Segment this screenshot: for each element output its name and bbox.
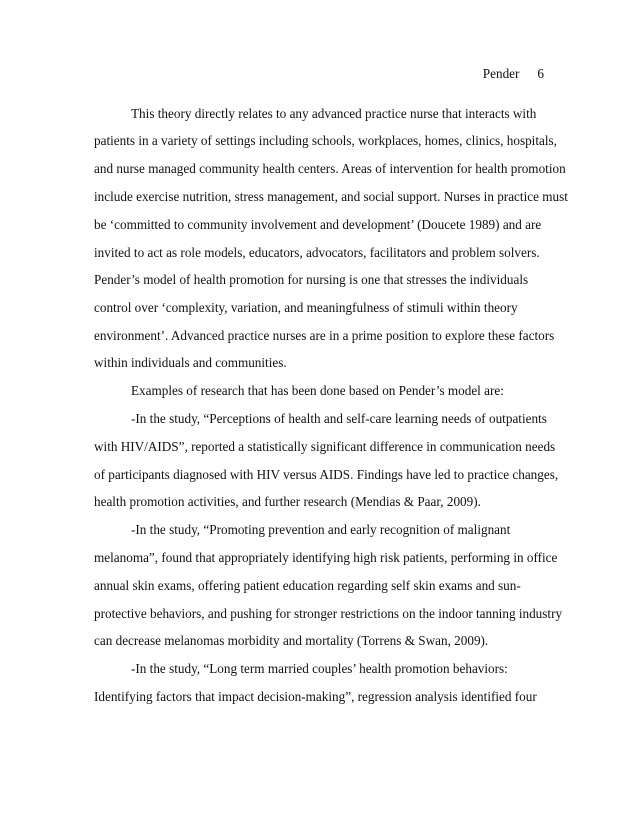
text-line: include exercise nutrition, stress management, and social support. Nurses in practice must bbox=[94, 189, 568, 204]
text-line: annual skin exams, offering patient education regarding self skin exams and sun- bbox=[94, 578, 521, 593]
text-line: with HIV/AIDS”, reported a statistically significant difference in communication needs bbox=[94, 439, 556, 454]
text-line: health promotion activities, and further research (Mendias & Paar, 2009). bbox=[94, 494, 481, 509]
text-line: and nurse managed community health centers. Areas of intervention for health promotion bbox=[94, 161, 566, 176]
running-header bbox=[483, 66, 544, 82]
text-line: be ‘committed to community involvement and development’ (Doucete 1989) and are bbox=[94, 217, 542, 232]
text-line: -In the study, “Promoting prevention and early recognition of malignant bbox=[131, 522, 511, 537]
text-line: control over ‘complexity, variation, and meaningfulness of stimuli within theory bbox=[94, 300, 518, 315]
text-line: This theory directly relates to any advanced practice nurse that interacts with bbox=[131, 106, 537, 121]
page-number: 6 bbox=[537, 66, 544, 81]
text-line: Pender’s model of health promotion for nursing is one that stresses the individuals bbox=[94, 272, 529, 287]
text-line: -In the study, “Perceptions of health and self-care learning needs of outpatients bbox=[131, 411, 547, 426]
text-line: patients in a variety of settings including schools, workplaces, homes, clinics, hospitals, bbox=[94, 133, 557, 148]
header-author: Pender bbox=[482, 66, 520, 81]
text-line: within individuals and communities. bbox=[94, 355, 287, 370]
text-line: invited to act as role models, educators, advocators, facilitators and problem solvers. bbox=[94, 245, 540, 260]
text-line: Examples of research that has been done based on Pender’s model are: bbox=[131, 383, 504, 398]
text-line: protective behaviors, and pushing for stronger restrictions on the indoor tanning industry bbox=[94, 606, 563, 621]
text-line: of participants diagnosed with HIV versus AIDS. Findings have led to practice changes, bbox=[94, 467, 559, 482]
text-line: Identifying factors that impact decision-making”, regression analysis identified four bbox=[94, 689, 537, 704]
text-line: environment’. Advanced practice nurses are in a prime position to explore these factors bbox=[94, 328, 555, 343]
text-line: can decrease melanomas morbidity and mortality (Torrens & Swan, 2009). bbox=[94, 633, 489, 648]
text-line: -In the study, “Long term married couples’ health promotion behaviors: bbox=[131, 661, 508, 676]
text-line: melanoma”, found that appropriately identifying high risk patients, performing in office bbox=[94, 550, 558, 565]
